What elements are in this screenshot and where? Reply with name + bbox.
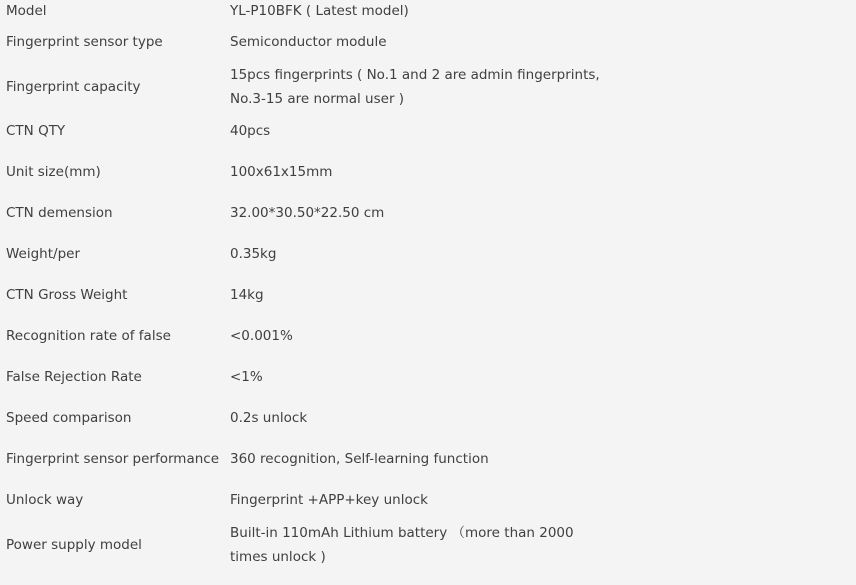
spec-label: CTN QTY <box>6 123 66 139</box>
spec-row-sensor-performance <box>0 447 856 471</box>
spec-value: 0.35kg <box>230 246 277 262</box>
spec-label: CTN Gross Weight <box>6 287 128 303</box>
spec-label: Fingerprint sensor type <box>6 34 163 50</box>
spec-row-weight <box>0 242 856 266</box>
spec-row-false-recognition <box>0 324 856 348</box>
spec-row-unit-size <box>0 160 856 184</box>
spec-label: False Rejection Rate <box>6 369 142 385</box>
spec-row-power-supply <box>0 521 856 569</box>
spec-value: Built-in 110mAh Lithium battery （more than 2000 times unlock ) <box>230 525 574 565</box>
spec-label: Model <box>6 3 47 19</box>
spec-value: 15pcs fingerprints ( No.1 and 2 are admin fingerprints, No.3-15 are normal user ) <box>230 67 600 107</box>
spec-value: 14kg <box>230 287 264 303</box>
spec-row-unlock-way <box>0 488 856 512</box>
spec-label: Fingerprint sensor performance <box>6 451 220 467</box>
spec-value: 32.00*30.50*22.50 cm <box>230 205 385 221</box>
spec-row-ctn-dimension <box>0 201 856 225</box>
spec-row-capacity <box>0 63 856 111</box>
spec-row-ctn-qty <box>0 119 856 143</box>
spec-value: <0.001% <box>230 328 293 344</box>
spec-row-gross-weight <box>0 283 856 307</box>
spec-label: Unit size(mm) <box>6 164 101 180</box>
spec-value: YL-P10BFK ( Latest model) <box>230 3 409 19</box>
spec-value: 100x61x15mm <box>230 164 333 180</box>
spec-label: CTN demension <box>6 205 113 221</box>
spec-value: 40pcs <box>230 123 271 139</box>
spec-row-false-rejection <box>0 365 856 389</box>
spec-row-model <box>0 0 856 22</box>
spec-label: Unlock way <box>6 492 84 508</box>
spec-value: 0.2s unlock <box>230 410 308 426</box>
spec-value: 360 recognition, Self-learning function <box>230 451 489 467</box>
spec-label: Fingerprint capacity <box>6 79 141 95</box>
spec-row-sensor-type <box>0 30 856 54</box>
spec-label: Speed comparison <box>6 410 132 426</box>
spec-value: Fingerprint +APP+key unlock <box>230 492 428 508</box>
spec-value: Semiconductor module <box>230 34 387 50</box>
spec-value: <1% <box>230 369 263 385</box>
spec-row-speed <box>0 406 856 430</box>
spec-label: Weight/per <box>6 246 81 262</box>
spec-label: Recognition rate of false <box>6 328 171 344</box>
spec-label: Power supply model <box>6 537 142 553</box>
